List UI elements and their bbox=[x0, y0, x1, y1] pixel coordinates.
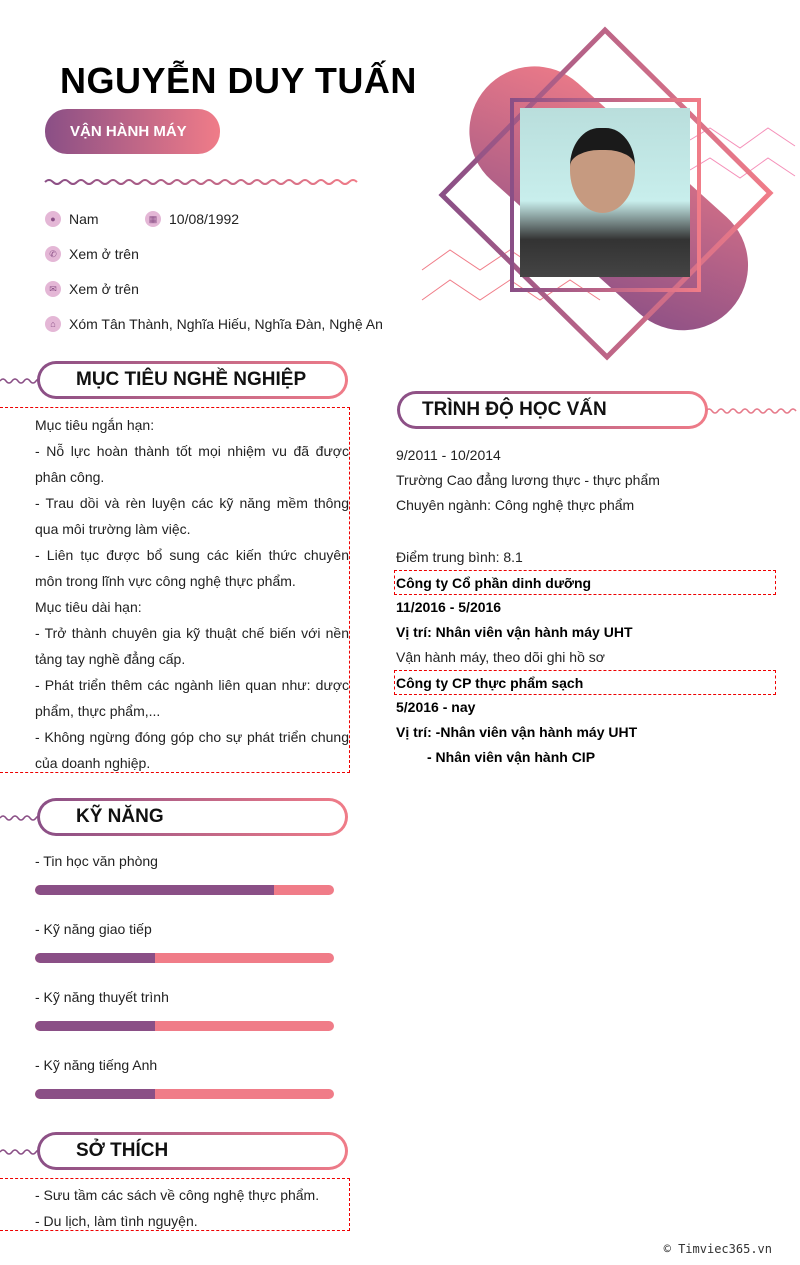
skill-item: - Tin học văn phòng bbox=[35, 853, 334, 895]
user-icon: ● bbox=[45, 211, 61, 227]
skill-level-fill bbox=[35, 885, 274, 895]
skill-item: - Kỹ năng thuyết trình bbox=[35, 989, 334, 1031]
wavy-decoration bbox=[706, 404, 798, 418]
skill-item: - Kỹ năng giao tiếp bbox=[35, 921, 334, 963]
gender: Nam bbox=[69, 211, 99, 227]
skill-level-fill bbox=[35, 1021, 155, 1031]
skill-level-fill bbox=[35, 953, 155, 963]
skill-level-fill bbox=[35, 1089, 155, 1099]
wavy-decoration bbox=[0, 1145, 40, 1159]
wavy-decoration bbox=[0, 374, 40, 388]
wavy-divider bbox=[45, 180, 357, 184]
email: Xem ở trên bbox=[69, 281, 139, 297]
objective-content: Mục tiêu ngắn hạn: - Nỗ lực hoàn thành tốt mọi nhiệm vu đã được phân công. - Trau dồi và rèn luyện các kỹ năng mềm thông qua môi trường làm việc. - Liên tục được bổ sung các kiến thức chuyên môn trong lĩnh vực công nghệ thực phẩm. Mục tiêu dài hạn: - Trở thành chuyên gia kỹ thuật chế biến với nền tảng tay nghề đẳng cấp. - Phát triển thêm các ngành liên quan như: dược phẩm, thực phẩm,... - Không ngừng đóng góp cho sự phát triển chung của doanh nghiệp. bbox=[0, 407, 350, 773]
company-name: Công ty Cổ phần dinh dưỡng bbox=[394, 570, 776, 595]
skills-header: KỸ NĂNG bbox=[37, 798, 348, 836]
hobbies-content: - Sưu tầm các sách về công nghệ thực phẩm. - Du lịch, làm tình nguyện. bbox=[0, 1178, 350, 1231]
company-name: Công ty CP thực phẩm sạch bbox=[394, 670, 776, 695]
wavy-decoration bbox=[0, 811, 40, 825]
hobbies-header: SỞ THÍCH bbox=[37, 1132, 348, 1170]
candidate-name: NGUYỄN DUY TUẤN bbox=[60, 60, 417, 101]
education-header: TRÌNH ĐỘ HỌC VẤN bbox=[397, 391, 708, 429]
objective-header: MỤC TIÊU NGHỀ NGHIỆP bbox=[37, 361, 348, 399]
job-title-badge: VẬN HÀNH MÁY bbox=[45, 109, 220, 154]
home-icon: ⌂ bbox=[45, 316, 61, 332]
education-content: 9/2011 - 10/2014 Trường Cao đẳng lương thực - thực phẩm Chuyên ngành: Công nghệ thực phẩm Điểm trung bình: 8.1 Công ty Cổ phần dinh dưỡng 11/2016 - 5/2016 Vị trí: Nhân viên vận hành máy UHT Vận hành máy, theo dõi ghi hồ sơ Công ty CP thực phẩm sạch 5/2016 - nay Vị trí: -Nhân viên vận hành máy UHT - Nhân viên vận hành CIP bbox=[396, 443, 776, 770]
profile-photo bbox=[520, 108, 690, 277]
footer-copyright: © Timviec365.vn bbox=[663, 1242, 772, 1256]
address: Xóm Tân Thành, Nghĩa Hiếu, Nghĩa Đàn, Nghệ An bbox=[69, 316, 383, 332]
email-icon: ✉ bbox=[45, 281, 61, 297]
birthday: 10/08/1992 bbox=[169, 211, 240, 227]
skill-item: - Kỹ năng tiếng Anh bbox=[35, 1057, 334, 1099]
calendar-icon: ▦ bbox=[145, 211, 161, 227]
phone: Xem ở trên bbox=[69, 246, 139, 262]
phone-icon: ✆ bbox=[45, 246, 61, 262]
